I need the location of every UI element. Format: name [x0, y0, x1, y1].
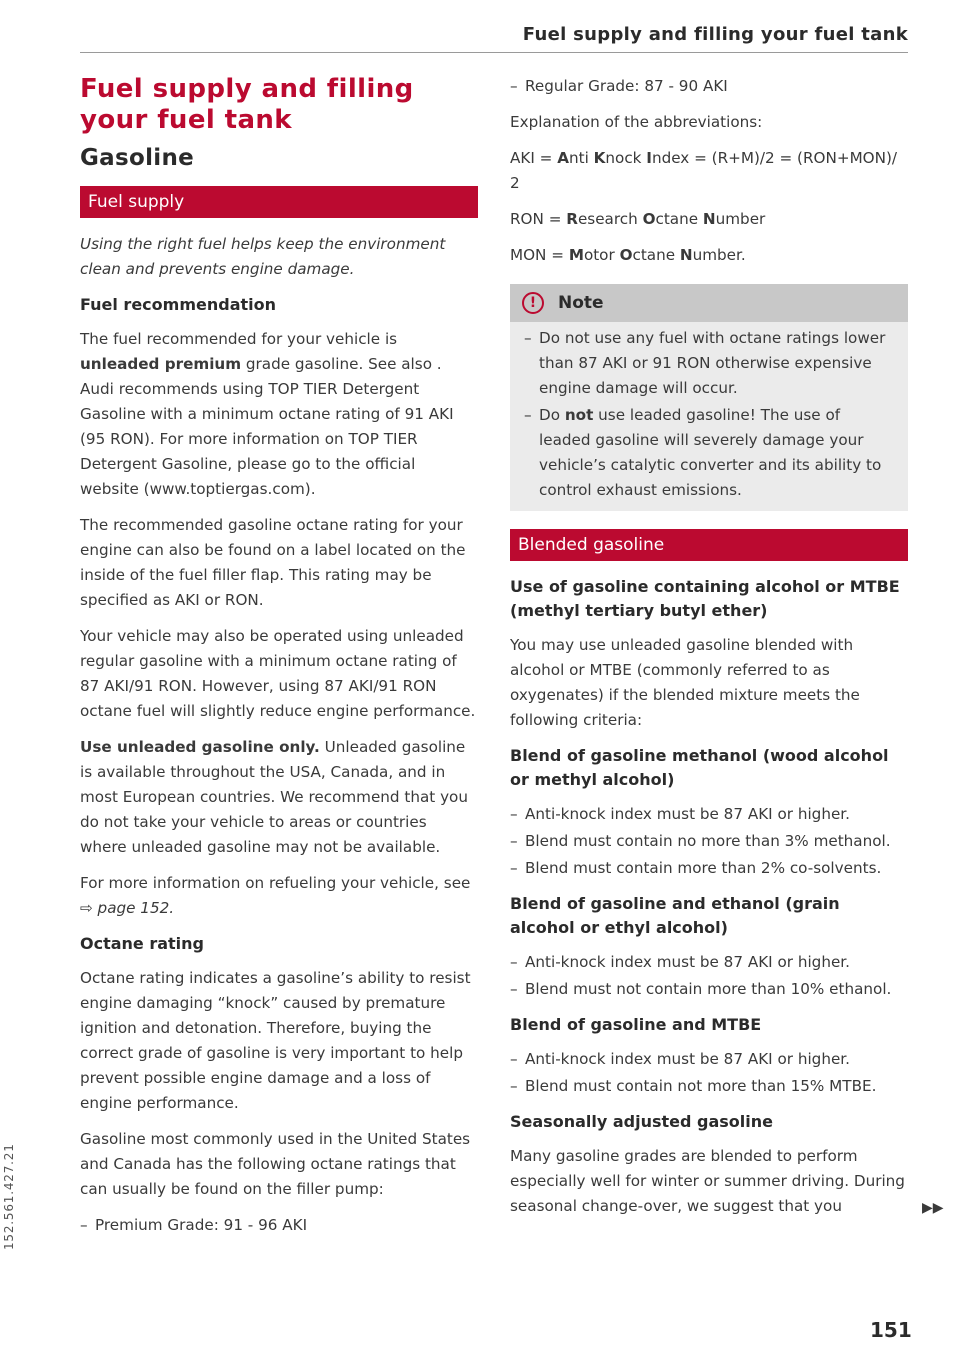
blend-heading: Use of gasoline containing alcohol or MTBE (methyl tertiary butyl ether) [510, 577, 900, 620]
refueling-reference-paragraph: For more information on refueling your vehicle, see ⇨ page 152. [80, 874, 471, 917]
octane-rating-paragraph: Octane rating indicates a gasoline’s ability to resist engine damaging “knock” caused by premature ignition and detonation. Therefore, buying the correct grade of gasoline is very important to help prevent possible engine damage and a loss of engine performance. [80, 969, 471, 1112]
premium-grade-item: – Premium Grade: 91 - 96 AKI [80, 1213, 478, 1238]
header-rule [80, 52, 908, 53]
note-box [510, 284, 908, 511]
running-header: Fuel supply and filling your fuel tank [522, 24, 908, 45]
mtbe-heading: Blend of gasoline and MTBE [510, 1015, 762, 1034]
section-title: Gasoline [80, 145, 195, 171]
octane-label-paragraph: The recommended gasoline octane rating for your engine can also be found on a label located on the inside of the fuel filler flap. This rating may be specified as AKI or RON. [80, 516, 466, 609]
fuel-recommendation-paragraph: The fuel recommended for your vehicle is unleaded premium grade gasoline. See also . Audi recommends using TOP TIER Detergent Gasoline with a minimum octane rating of 91 AKI (95 RON). For more information on TOP TIER Detergent Gasoline, please go to the official website (www.toptiergas.com). [80, 330, 454, 498]
document-code: 152.561.427.21 [2, 1143, 16, 1250]
fuel-recommendation-heading: Fuel recommendation [80, 295, 276, 314]
page-number: 151 [870, 1318, 912, 1342]
mtbe-list [510, 1047, 908, 1099]
ethanol-heading: Blend of gasoline and ethanol (grain alcohol or ethyl alcohol) [510, 894, 840, 937]
blend-paragraph: You may use unleaded gasoline blended with alcohol or MTBE (commonly referred to as oxygenates) if the blended mixture meets the following criteria: [510, 636, 860, 729]
blended-gasoline-bar: Blended gasoline [510, 529, 908, 561]
ron-definition: RON = Research Octane Number [510, 210, 766, 228]
note-item: – Do not use any fuel with octane ratings lower than 87 AKI or 91 RON otherwise expensive engine damage will occur. [524, 326, 896, 401]
mon-definition: MON = Motor Octane Number. [510, 246, 746, 264]
octane-rating-heading: Octane rating [80, 934, 205, 953]
unleaded-only-emphasis: Use unleaded gasoline only. [80, 738, 320, 756]
note-title: Note [558, 293, 604, 313]
methanol-list [510, 802, 908, 881]
list-item: – Anti-knock index must be 87 AKI or higher. [510, 802, 908, 827]
list-item: – Blend must contain not more than 15% MTBE. [510, 1074, 908, 1099]
list-item: – Anti-knock index must be 87 AKI or higher. [510, 1047, 908, 1072]
note-body [510, 322, 908, 511]
continue-arrow-icon: ▶▶ [922, 1200, 944, 1216]
list-item: – Anti-knock index must be 87 AKI or higher. [510, 950, 908, 975]
abbreviations-intro: Explanation of the abbreviations: [510, 113, 763, 131]
page-title: Fuel supply and filling your fuel tank [80, 74, 414, 135]
intro-text: Using the right fuel helps keep the environment clean and prevents engine damage. [80, 235, 446, 278]
aki-definition: AKI = Anti Knock Index = (R+M)/2 = (RON+MON)/ 2 [510, 149, 898, 192]
seasonal-paragraph: Many gasoline grades are blended to perform especially well for winter or summer driving. During seasonal change-over, we suggest that you [510, 1147, 905, 1215]
ethanol-list [510, 950, 908, 1002]
fuel-supply-bar: Fuel supply [80, 186, 478, 218]
unleaded-premium-emphasis: unleaded premium [80, 355, 242, 373]
note-header [510, 284, 908, 322]
list-item: – Blend must contain no more than 3% methanol. [510, 829, 908, 854]
unleaded-only-paragraph: Use unleaded gasoline only. Unleaded gasoline is available throughout the USA, Canada, and in most European countries. We recommend that you do not take your vehicle to areas or countries where unleaded gasoline may not be available. [80, 738, 468, 856]
right-column [510, 74, 908, 1230]
left-column [80, 74, 478, 1240]
warning-circle-icon: ! [522, 292, 544, 314]
methanol-heading: Blend of gasoline methanol (wood alcohol or methyl alcohol) [510, 746, 889, 789]
regular-grade-item: – Regular Grade: 87 - 90 AKI [510, 74, 908, 99]
regular-gasoline-paragraph: Your vehicle may also be operated using unleaded regular gasoline with a minimum octane rating of 87 AKI/91 RON. However, using 87 AKI/91 RON octane fuel will slightly reduce engine performance. [80, 627, 476, 720]
list-item: – Blend must contain more than 2% co-solvents. [510, 856, 908, 881]
list-item: – Blend must not contain more than 10% ethanol. [510, 977, 908, 1002]
common-gasoline-paragraph: Gasoline most commonly used in the United States and Canada has the following octane ratings that can usually be found on the filler pump: [80, 1130, 471, 1198]
seasonal-heading: Seasonally adjusted gasoline [510, 1112, 773, 1131]
note-item: – Do not use leaded gasoline! The use of leaded gasoline will severely damage your vehicle’s catalytic converter and its ability to control exhaust emissions. [524, 403, 896, 503]
page-reference-link[interactable]: ⇨ page 152. [80, 899, 175, 917]
